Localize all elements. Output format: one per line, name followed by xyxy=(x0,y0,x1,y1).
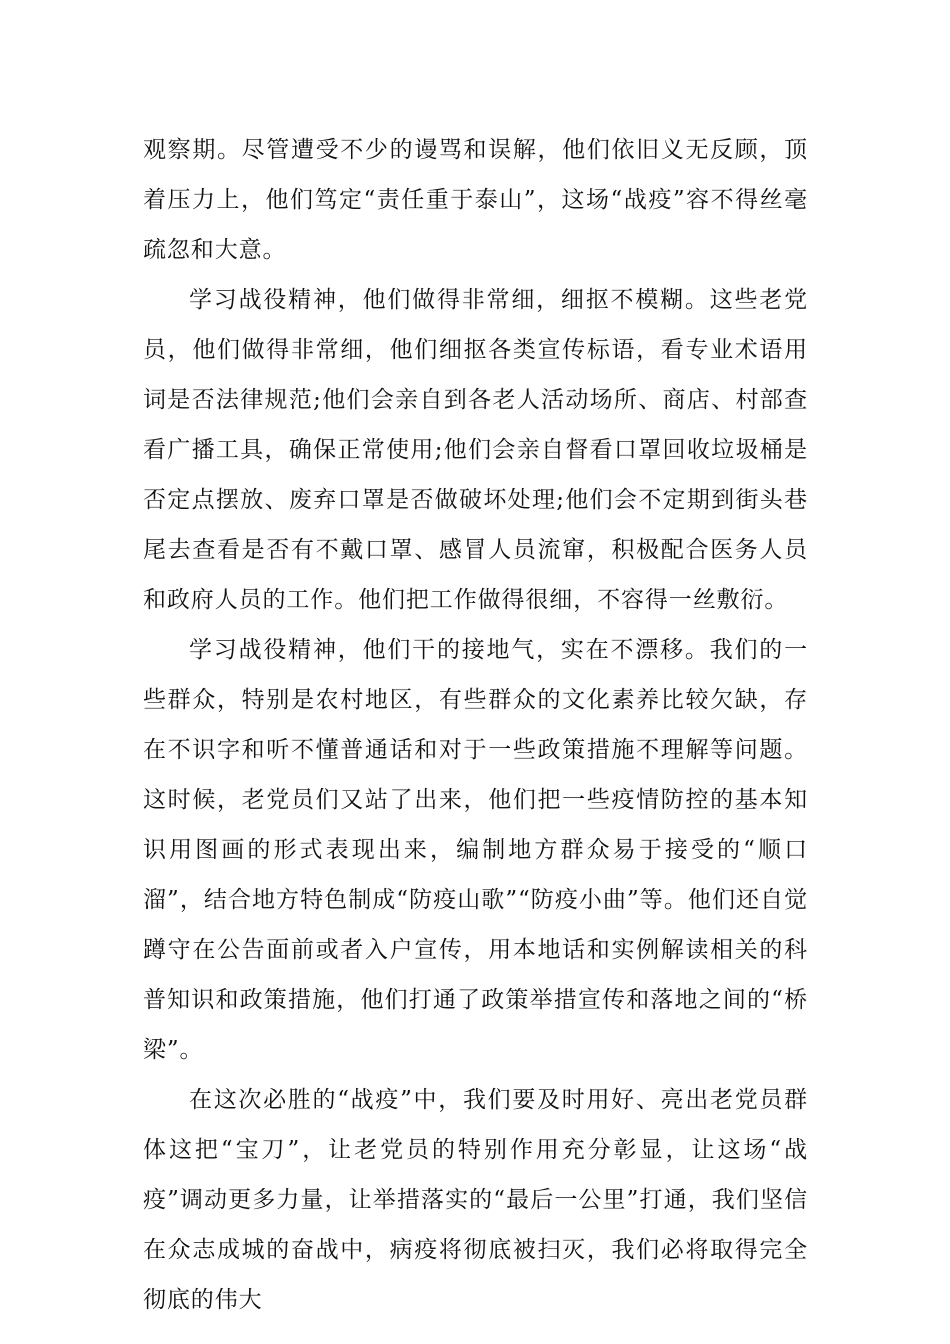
paragraph-2: 学习战役精神，他们做得非常细，细抠不模糊。这些老党员，他们做得非常细，他们细抠各类宣传标语，看专业术语用词是否法律规范;他们会亲自到各老人活动场所、商店、村部查看广播工具，确保正常使用;他们会亲自督看口罩回收垃圾桶是否定点摆放、废弃口罩是否做破坏处理;他们会不定期到街头巷尾去查看是否有不戴口罩、感冒人员流窜，积极配合医务人员和政府人员的工作。他们把工作做得很细，不容得一丝敷衍。 xyxy=(143,287,808,613)
paragraph-4: 在这次必胜的“战疫”中，我们要及时用好、亮出老党员群体这把“宝刀”，让老党员的特别作用充分彰显，让这场“战疫”调动更多力量，让举措落实的“最后一公里”打通，我们坚信在众志成城的奋战中，病疫将彻底被扫灭，我们必将取得完全彻底的伟大 xyxy=(143,1087,808,1313)
paragraph-3: 学习战役精神，他们干的接地气，实在不漂移。我们的一些群众，特别是农村地区，有些群众的文化素养比较欠缺，存在不识字和听不懂普通话和对于一些政策措施不理解等问题。这时候，老党员们又站了出来，他们把一些疫情防控的基本知识用图画的形式表现出来，编制地方群众易于接受的“顺口溜”，结合地方特色制成“防疫山歌”“防疫小曲”等。他们还自觉蹲守在公告面前或者入户宣传，用本地话和实例解读相关的科普知识和政策措施，他们打通了政策举措宣传和落地之间的“桥梁”。 xyxy=(143,637,808,1063)
document-body xyxy=(143,125,808,1325)
paragraph-1: 观察期。尽管遭受不少的谩骂和误解，他们依旧义无反顾，顶着压力上，他们笃定“责任重于泰山”，这场“战疫”容不得丝毫疏忽和大意。 xyxy=(143,137,808,263)
